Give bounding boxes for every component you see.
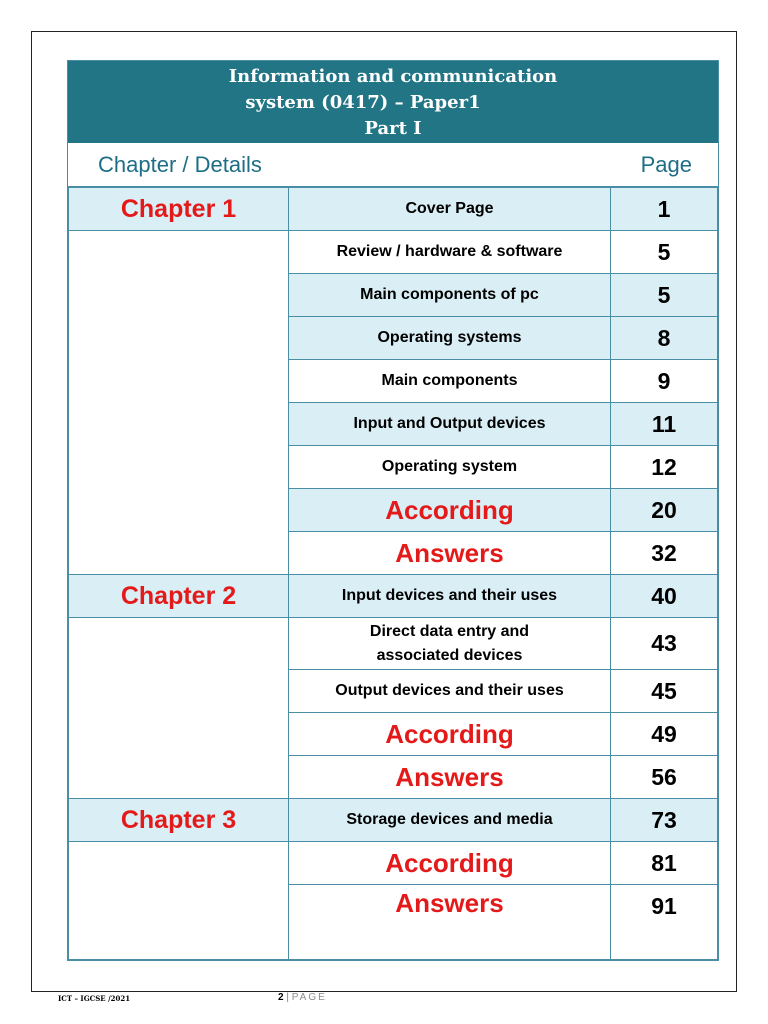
page-number: 5 (611, 274, 718, 317)
page-number: 56 (611, 756, 718, 799)
footer-course-label: ICT – IGCSE /2021 (58, 994, 131, 1003)
toc-row (69, 231, 718, 274)
title-line-2: system (0417) – Paper1 (245, 92, 481, 113)
page-number: 32 (611, 532, 718, 575)
toc-item: Output devices and their uses (289, 670, 611, 713)
page-number: 9 (611, 360, 718, 403)
toc-item: Input devices and their uses (289, 575, 611, 618)
toc-row (69, 188, 718, 231)
page-number: 11 (611, 403, 718, 446)
toc-item: Main components of pc (289, 274, 611, 317)
page-number: 1 (611, 188, 718, 231)
page-number: 40 (611, 575, 718, 618)
toc-table (68, 187, 718, 960)
column-header-details: Chapter / Details (98, 151, 262, 177)
toc-item-according: According (289, 489, 611, 532)
toc-item: Storage devices and media (289, 799, 611, 842)
page-number: 8 (611, 317, 718, 360)
table-of-contents (67, 60, 719, 961)
chapter-label: Chapter 3 (69, 799, 289, 842)
page-word: PAGE (291, 992, 327, 1003)
page-number: 81 (611, 842, 718, 885)
toc-item-according: According (289, 713, 611, 756)
chapter-1-span (69, 231, 289, 575)
page-separator: | (286, 992, 289, 1003)
title-line-3: Part I (364, 118, 422, 139)
toc-item: Operating systems (289, 317, 611, 360)
title-line-1: Information and communication (228, 66, 558, 87)
chapter-3-span (69, 842, 289, 960)
page-number: 43 (611, 618, 718, 670)
toc-item-answers: Answers (289, 532, 611, 575)
page-number: 20 (611, 489, 718, 532)
document-title (68, 61, 718, 143)
toc-item-answers: Answers (289, 885, 611, 960)
column-headers (68, 143, 718, 187)
chapter-label: Chapter 2 (69, 575, 289, 618)
chapter-label: Chapter 1 (69, 188, 289, 231)
page-number: 5 (611, 231, 718, 274)
toc-item: Direct data entry and associated devices (289, 618, 611, 670)
page-number: 12 (611, 446, 718, 489)
toc-item: Review / hardware & software (289, 231, 611, 274)
toc-item-according: According (289, 842, 611, 885)
toc-item: Input and Output devices (289, 403, 611, 446)
page-number: 45 (611, 670, 718, 713)
toc-row (69, 799, 718, 842)
page-number: 49 (611, 713, 718, 756)
page-number-value: 2 (278, 992, 284, 1003)
page-number: 73 (611, 799, 718, 842)
page-number: 91 (611, 885, 718, 960)
column-header-page: Page (640, 151, 692, 177)
toc-row (69, 618, 718, 670)
toc-item: Main components (289, 360, 611, 403)
chapter-2-span (69, 618, 289, 799)
toc-item-answers: Answers (289, 756, 611, 799)
toc-item: Operating system (289, 446, 611, 489)
toc-row (69, 842, 718, 885)
toc-row (69, 575, 718, 618)
footer-page-number (278, 992, 327, 1003)
toc-item: Cover Page (289, 188, 611, 231)
